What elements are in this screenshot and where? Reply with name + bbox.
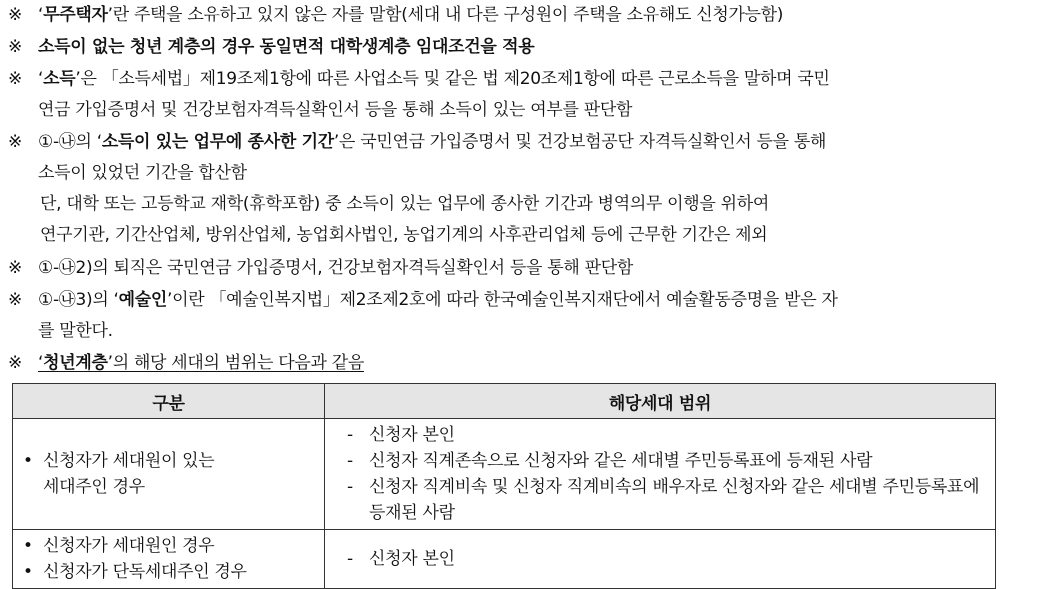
note-income-continuation: 연금 가입증명서 및 건강보험자격득실확인서 등을 통해 소득이 있는 여부를 판단함	[38, 100, 633, 120]
list-item: 세대주인 경우	[43, 477, 145, 497]
reference-mark: ※	[8, 69, 22, 89]
row-scope-cell	[325, 530, 996, 589]
note-income-definition: ※ ‘소득’은 「소득세법」제19조제1항에 따른 사업소득 및 같은 법 제20조제1항에 따른 근로소득을 말하며 국민	[8, 64, 1018, 94]
row-category-cell	[13, 530, 325, 589]
reference-mark: ※	[8, 353, 22, 373]
list-item: - 신청자 직계존속으로 신청자와 같은 세대별 주민등록표에 등재된 사람	[347, 451, 873, 471]
note-artist-definition: ※ ①-㉯3)의 ‘예술인’이란 「예술인복지법」제2조제2호에 따라 한국예술인복지재단에서 예술활동증명을 받은 자	[8, 285, 1018, 315]
table-header-row	[13, 384, 996, 419]
row-category-cell	[13, 419, 325, 530]
note-employment-continuation: 소득이 있었던 기간을 합산함	[38, 163, 247, 183]
reference-mark: ※	[8, 290, 22, 310]
list-item: • 신청자가 세대원이 있는	[23, 448, 316, 474]
list-item: - 신청자 직계비속 및 신청자 직계비속의 배우자로 신청자와 같은 세대별 주민등록표에 등재된 사람	[347, 477, 980, 523]
note-exclusion: 단, 대학 또는 고등학교 재학(휴학포함) 중 소득이 있는 업무에 종사한 기간과 병역의무 이행을 위하여	[40, 194, 769, 214]
header-household-scope: 해당세대 범위	[325, 384, 996, 419]
row-scope-cell	[325, 419, 996, 530]
note-no-income-youth: ※ 소득이 없는 청년 계층의 경우 동일면적 대학생계층 임대조건을 적용	[8, 32, 1018, 62]
note-artist-continuation: 를 말한다.	[38, 321, 113, 341]
list-item: - 신청자 본인	[347, 425, 455, 445]
term-employment-period: 소득이 있는 업무에 종사한 기간	[101, 132, 334, 152]
table-row	[13, 419, 996, 530]
note-youth-household-scope: ※ ‘청년계층’의 해당 세대의 범위는 다음과 같음	[8, 348, 1018, 378]
term-youth: 청년계층	[43, 353, 108, 373]
list-item: • 신청자가 단독세대주인 경우	[23, 562, 247, 582]
note-exclusion-continuation: 연구기관, 기간산업체, 방위산업체, 농업회사법인, 농업기계의 사후관리업체 등에 근무한 기간은 제외	[40, 225, 768, 245]
household-scope-table	[12, 383, 996, 589]
bullet-mark: •	[23, 451, 33, 471]
note-homeless-definition: ※ ‘무주택자’란 주택을 소유하고 있지 않은 자를 말함(세대 내 다른 구성원이 주택을 소유해도 신청가능함)	[8, 0, 1018, 30]
note-employment-period: ※ ①-㉯의 ‘소득이 있는 업무에 종사한 기간’은 국민연금 가입증명서 및 건강보험공단 자격득실확인서 등을 통해	[8, 127, 1018, 157]
reference-mark: ※	[8, 258, 22, 278]
reference-mark: ※	[8, 37, 22, 57]
term-homeless: 무주택자	[43, 5, 108, 25]
term-income: 소득	[43, 69, 76, 89]
header-category: 구분	[13, 384, 325, 419]
reference-mark: ※	[8, 5, 22, 25]
reference-mark: ※	[8, 132, 22, 152]
table-row	[13, 530, 996, 589]
list-item: • 신청자가 세대원인 경우	[23, 536, 215, 556]
term-artist: 예술인	[118, 290, 168, 310]
note-retirement: ※ ①-㉯2)의 퇴직은 국민연금 가입증명서, 건강보험자격득실확인서 등을 통해 판단함	[8, 253, 1018, 283]
list-item: - 신청자 본인	[347, 549, 455, 569]
